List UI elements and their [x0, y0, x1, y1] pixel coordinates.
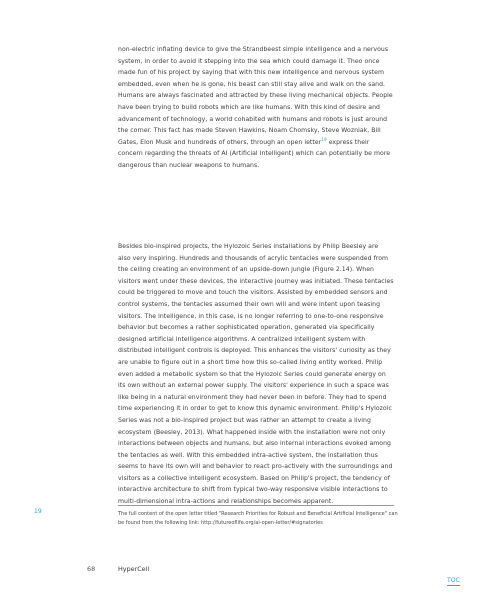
text-line: the ceiling creating an environment of an upside-down jungle (Figure 2.14). When — [118, 266, 374, 274]
text-line: could be triggered to move and touch the visitors. Assisted by embedded sensors and — [118, 289, 388, 297]
text-line: non-electric inflating device to give the Strandbeest simple intelligence and a nervous — [118, 46, 389, 53]
book-title: HyperCell — [118, 565, 150, 573]
text-line: multi-dimensional intra-actions and relationships becomes apparent. — [118, 498, 334, 506]
text-line: concern regarding the threats of AI (Artificial Intelligent) which can potentially be more — [118, 150, 391, 158]
text-line: designed artificial intelligence algorithms. A centralized intelligent system with — [118, 335, 366, 343]
text-line: seems to have its own will and behavior to react pro-actively with the surroundings and — [118, 463, 393, 471]
text-line: are unable to figure out in a short time how this so-called living entity worked. Philip — [118, 358, 383, 366]
paragraph-1 — [118, 44, 394, 172]
text-line: distributed intelligent controls is deployed. This enhances the visitors' curiosity as they — [118, 347, 391, 355]
footnote-reference[interactable]: 19 — [321, 136, 327, 142]
text-line: Humans are always fascinated and attracted by these living mechanical objects. People — [118, 92, 393, 100]
text-line: its own without an external power supply. The visitors' experience in such a space was — [118, 382, 389, 390]
toc-link[interactable]: TOC — [447, 577, 460, 584]
text-fragment: Gates, Elon Musk and hundreds of others, through an open letter — [118, 138, 322, 146]
text-line: the corner. This fact has made Steven Hawkins, Noam Chomsky, Steve Wozniak, Bill — [118, 127, 381, 135]
text-line: Besides bio-inspired projects, the Hylozoic Series installations by Philip Beesley are — [118, 243, 379, 250]
text-line: system, in order to avoid it stepping into the sea which could damage it. Theo once — [118, 57, 380, 65]
text-line: control systems, the tentacles assumed their own will and were intent upon teasing — [118, 300, 381, 308]
text-line: also very inspiring. Hundreds and thousands of acrylic tentacles were suspended from — [118, 254, 389, 262]
text-line: time experiencing it in order to get to know this dynamic environment. Philip's Hylozoic — [118, 405, 392, 413]
text-line: Series was not a bio-inspired project but was rather an attempt to create a living — [118, 416, 371, 424]
text-line: interactions between objects and humans, but also internal interactions evoked among — [118, 440, 391, 448]
text-line: like being in a natural environment they had never been in before. They had to spend — [118, 393, 387, 401]
footnote-number: 19 — [34, 508, 42, 515]
text-line: made fun of his project by saying that with this new intelligence and nervous system — [118, 69, 384, 77]
text-line: interactive architecture to shift from typical two-way responsive visible interactions to — [118, 486, 388, 494]
text-line: visitors as a collective intelligent ecosystem. Based on Philip's project, the tendency of — [118, 474, 390, 482]
text-line: advancement of technology, a world cohabited with humans and robots is just around — [118, 115, 388, 123]
text-line: ecosystem (Beesley, 2013). What happened inside with the installation were not only — [118, 428, 386, 436]
text-line: visitors went under these devices, the interactive journey was initiated. These tentacles — [118, 277, 394, 285]
footnote-line: be found from the following link: http://futureoflife.org/ai-open-letter/#signatories — [118, 520, 323, 526]
text-line: dangerous than nuclear weapons to humans. — [118, 161, 260, 169]
text-line: embedded, even when he is gone, his beast can still stay alive and walk on the sand. — [118, 80, 386, 88]
footnote-divider — [118, 505, 394, 506]
text-line: behavior but becomes a rather sophisticated operation, generated via specifically — [118, 324, 375, 332]
paragraph-2 — [118, 241, 394, 508]
footnote-line: The full content of the open letter titled "Research Priorities for Robust and Beneficial Artificial Intelligence" can — [118, 511, 398, 517]
text-line: have been trying to build robots which are like humans. With this kind of desire and — [118, 103, 380, 111]
text-line-with-footnote — [118, 137, 394, 149]
text-line: visitors. The intelligence, in this case, is no longer referring to one-to-one responsive — [118, 312, 384, 320]
text-fragment: express their — [326, 138, 370, 146]
text-line: the tentacles as well. With this embedded intra-active system, the installation thus — [118, 451, 378, 459]
footnote-text — [118, 510, 408, 528]
page-number: 68 — [87, 565, 96, 573]
text-line: even added a metabolic system so that the Hylozoic Series could generate energy on — [118, 370, 386, 378]
